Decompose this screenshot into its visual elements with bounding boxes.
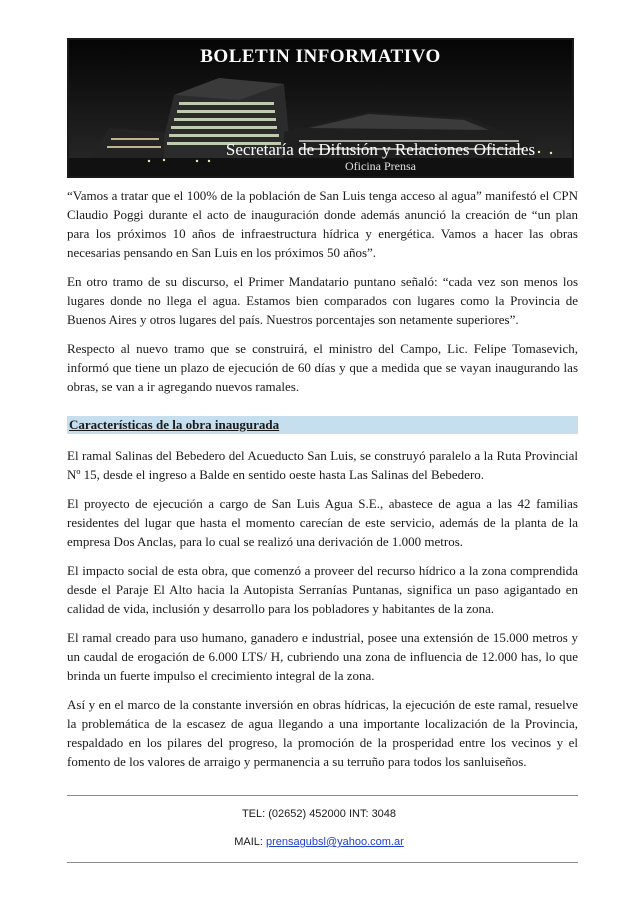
article-body xyxy=(67,186,578,781)
banner-title: BOLETIN INFORMATIVO xyxy=(200,46,441,67)
footer-mail xyxy=(0,836,638,848)
section-heading: Características de la obra inaugurada xyxy=(67,416,578,434)
banner-subtitle: Secretaría de Difusión y Relaciones Oficiales xyxy=(225,140,536,159)
paragraph: Así y en el marco de la constante inversión en obras hídricas, la ejecución de este ramal, resuelve la problemática de la escasez de agua llegando a una importante localización de la Provincia, respaldado en los pilares del progreso, la promoción de la prosperidad entre los vecinos y el fomento de los valores de arraigo y permanencia a su terruño para todos los sanluiseños. xyxy=(67,697,578,769)
header-banner xyxy=(67,38,574,178)
paragraph: “Vamos a tratar que el 100% de la población de San Luis tenga acceso al agua” manifestó el CPN Claudio Poggi durante el acto de inauguración donde además anunció la creación de “un plan para los próximos 10 años de infraestructura hídrica y energética. Vamos a hacer las obras necesarias pensando en San Luis en los próximos 50 años”. xyxy=(67,188,578,260)
footer-phone: TEL: (02652) 452000 INT: 3048 xyxy=(241,808,397,820)
paragraph: Respecto al nuevo tramo que se construirá, el ministro del Campo, Lic. Felipe Tomasevich, informó que tiene un plazo de ejecución de 60 días y que a medida que se vayan inaugurando las obras, se van a ir agregando nuevos ramales. xyxy=(67,341,578,394)
paragraph: El ramal creado para uso humano, ganadero e industrial, posee una extensión de 15.000 metros y un caudal de erogación de 6.000 LTS/ H, cubriendo una zona de influencia de 12.000 has, lo que brinda un fuerte impulso el crecimiento integral de la zona. xyxy=(67,630,578,683)
paragraph: En otro tramo de su discurso, el Primer Mandatario puntano señaló: “cada vez son menos los lugares donde no llega el agua. Estamos bien comparados con lugares como la Provincia de Buenos Aires y otros lugares del país. Nuestros porcentajes son netamente superiores”. xyxy=(67,274,578,327)
paragraph: El proyecto de ejecución a cargo de San Luis Agua S.E., abastece de agua a las 42 familias residentes del lugar que hasta el momento carecían de este servicio, además de la planta de la empresa Dos Anclas, para lo cual se realizó una derivación de 1.000 metros. xyxy=(67,496,578,549)
mail-link[interactable]: prensagubsl@yahoo.com.ar xyxy=(266,836,404,848)
mail-label: MAIL: xyxy=(234,836,267,848)
footer-divider-bottom xyxy=(67,862,578,863)
paragraph: El ramal Salinas del Bebedero del Acueducto San Luis, se construyó paralelo a la Ruta Provincial Nº 15, desde el ingreso a Balde en sentido oeste hasta Las Salinas del Bebedero. xyxy=(67,448,578,482)
paragraph: El impacto social de esta obra, que comenzó a proveer del recurso hídrico a la zona comprendida desde el Paraje El Alto hacia la Autopista Serranías Puntanas, significa un paso agigantado en calidad de vida, inclusión y desarrollo para los pobladores y habitantes de la zona. xyxy=(67,563,578,616)
banner-office: Oficina Prensa xyxy=(345,159,416,173)
footer-divider-top xyxy=(67,795,578,796)
